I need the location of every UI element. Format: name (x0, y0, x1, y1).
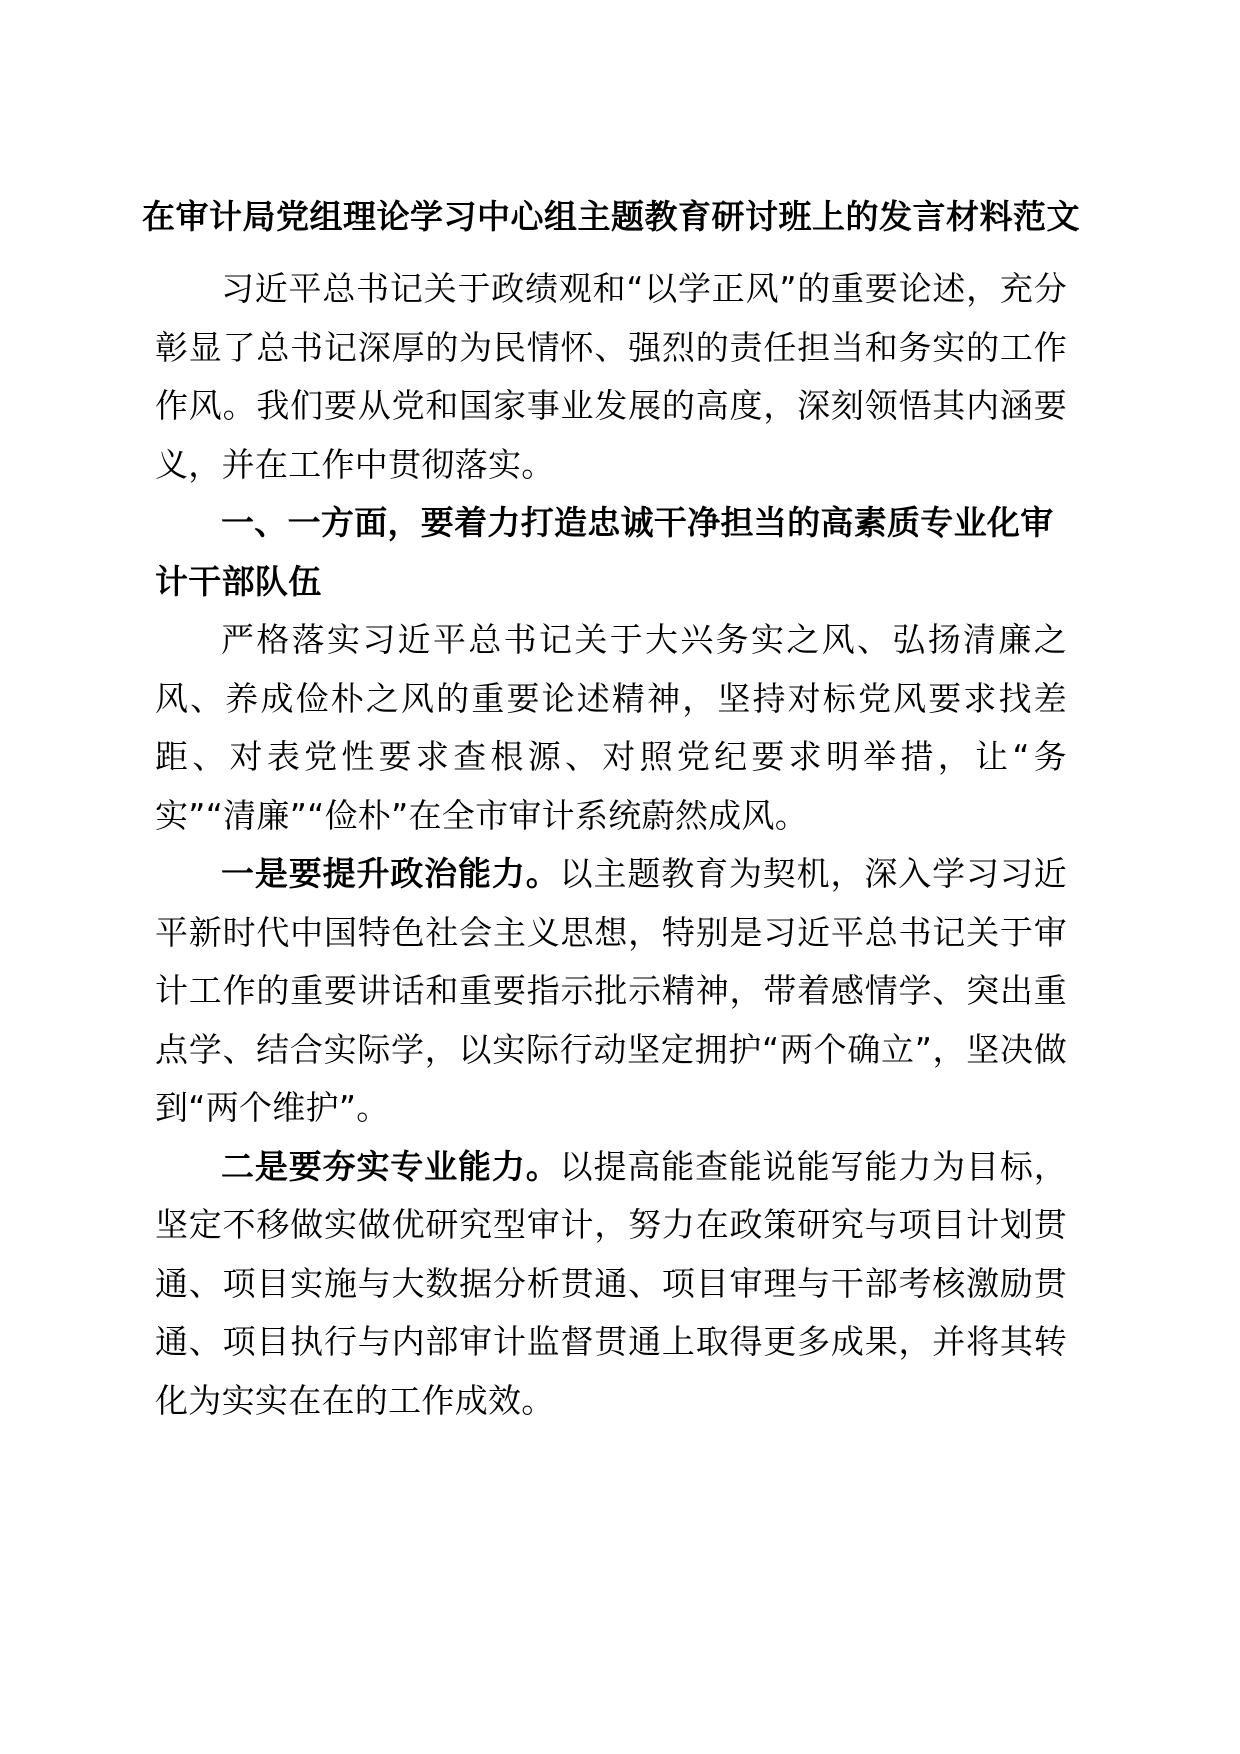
point-2-body: 以提高能查能说能写能力为目标，坚定不移做实做优研究型审计，努力在政策研究与项目计划贯通、项目实施与大数据分析贯通、项目审理与干部考核激励贯通、项目执行与内部审计监督贯通上取得更多成果，并将其转化为实实在在的工作成效。 (155, 1146, 1067, 1420)
point-1-body: 以主题教育为契机，深入学习习近平新时代中国特色社会主义思想，特别是习近平总书记关于审计工作的重要讲话和重要指示批示精神，带着感情学、突出重点学、结合实际学，以实际行动坚定拥护“两个确立”，坚决做到“两个维护”。 (155, 854, 1067, 1127)
point-2-paragraph (155, 1138, 1067, 1431)
point-1-lead: 一是要提升政治能力。 (221, 854, 560, 893)
intro-paragraph: 习近平总书记关于政绩观和“以学正风”的重要论述，充分彰显了总书记深厚的为民情怀、强烈的责任担当和务实的工作作风。我们要从党和国家事业发展的高度，深刻领悟其内涵要义，并在工作中贯彻落实。 (155, 269, 1067, 484)
document-page (142, 188, 1080, 1430)
point-2-lead: 二是要夯实专业能力。 (221, 1146, 560, 1186)
section-1-paragraph: 严格落实习近平总书记关于大兴务实之风、弘扬清廉之风、养成俭朴之风的重要论述精神，坚持对标党风要求找差距、对表党性要求查根源、对照党纪要求明举措，让“务实”“清廉”“俭朴”在全市审计系统蔚然成风。 (155, 620, 1067, 835)
point-1-paragraph (155, 845, 1067, 1138)
document-title: 在审计局党组理论学习中心组主题教育研讨班上的发言材料范文 (142, 197, 1080, 236)
section-heading-1: 一、一方面，要着力打造忠诚干净担当的高素质专业化审计干部队伍 (155, 503, 1054, 601)
